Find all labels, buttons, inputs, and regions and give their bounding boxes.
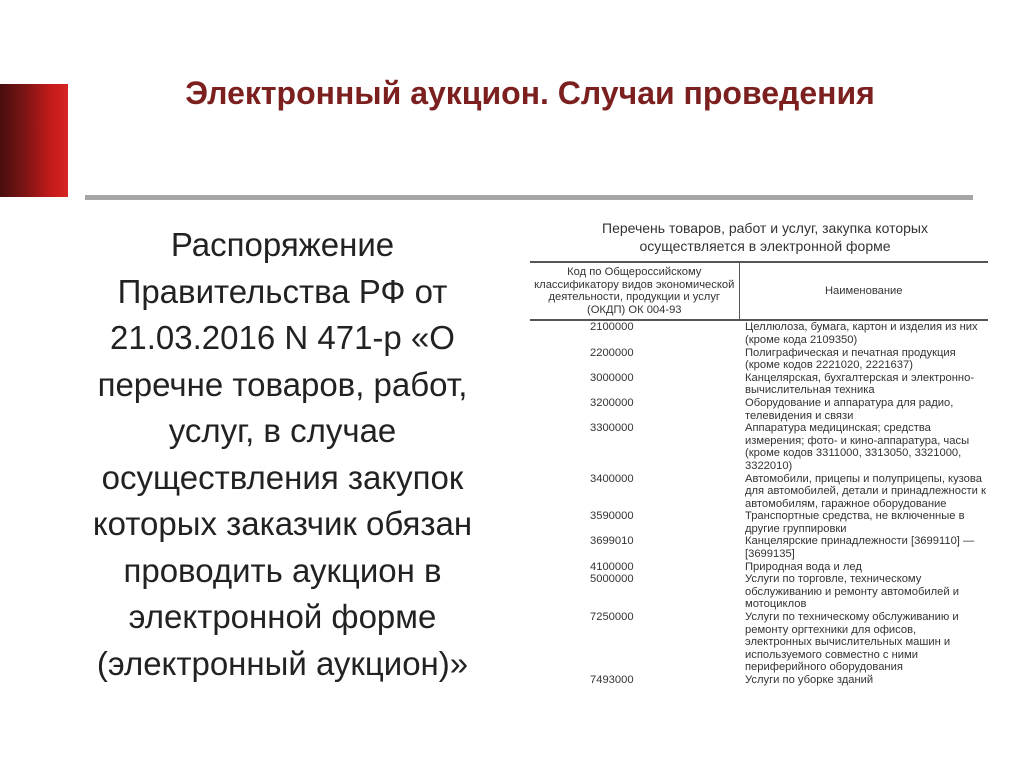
accent-block [0, 84, 68, 197]
goods-table [530, 261, 988, 687]
table-row [530, 561, 988, 574]
row-name: Автомобили, прицепы и полуприцепы, кузова для автомобилей, детали и принадлежности к автомобилям, гаражное оборудование [745, 472, 986, 510]
row-code: 2200000 [590, 346, 634, 359]
table-row [530, 372, 988, 397]
row-name: Оборудование и аппаратура для радио, телевидения и связи [745, 396, 954, 422]
row-code: 3590000 [590, 510, 634, 523]
slide-title: Электронный аукцион. Случаи проведения [185, 75, 875, 111]
row-code: 3400000 [590, 472, 634, 485]
row-name: Природная вода и лед [745, 560, 862, 573]
row-name: Услуги по уборке зданий [745, 674, 874, 686]
row-name: Целлюлоза, бумага, картон и изделия из них (кроме кода 2109350) [745, 321, 978, 346]
row-name: Аппаратура медицинская; средства измерения; фото- и кино-аппаратура, часы (кроме кодов 3311000, 3313050, 3321000, 3322010) [745, 422, 970, 472]
row-name: Канцелярские принадлежности [3699110] — [3699135] [745, 535, 975, 561]
table-row [530, 422, 988, 472]
column-header-name: Наименование [739, 262, 988, 320]
row-code: 4100000 [590, 560, 634, 573]
row-name: Услуги по торговле, техническому обслуживанию и ремонту автомобилей и мотоциклов [745, 573, 959, 611]
table-row [530, 674, 988, 687]
row-code: 3300000 [590, 422, 634, 435]
table-row [530, 320, 988, 346]
row-code: 3699010 [590, 535, 634, 548]
row-code: 5000000 [590, 573, 634, 586]
row-name: Услуги по техническому обслуживанию и ремонту оргтехники для офисов, электронных вычислительных машин и используемого совместно с ними периферийного оборудования [745, 611, 959, 674]
document-excerpt [530, 215, 1000, 755]
row-code: 7250000 [590, 611, 634, 624]
table-row [530, 573, 988, 611]
row-name: Канцелярская, бухгалтерская и электронно-вычислительная техника [745, 371, 975, 397]
table-row [530, 510, 988, 535]
row-code: 2100000 [590, 321, 634, 334]
row-name: Полиграфическая и печатная продукция (кроме кодов 2221020, 2221637) [745, 346, 956, 372]
row-code: 3200000 [590, 396, 634, 409]
document-heading: Перечень товаров, работ и услуг, закупка которых осуществляется в электронной форме [602, 220, 928, 254]
row-code: 3000000 [590, 371, 634, 384]
slide-body-text: Распоряжение Правительства РФ от 21.03.2016 N 471-р «О перечне товаров, работ, услуг, в случае осуществления закупок которых заказчик обязан проводить аукцион в электронной форме (электронный аукцион)» [92, 226, 473, 682]
table-row [530, 611, 988, 674]
title-divider [85, 195, 973, 200]
table-row [530, 535, 988, 560]
table-row [530, 473, 988, 511]
row-name: Транспортные средства, не включенные в другие группировки [745, 510, 965, 535]
column-header-code: Код по Общероссийскому классификатору видов экономической деятельности, продукции и услуг (ОКДП) ОК 004-93 [530, 262, 739, 320]
row-code: 7493000 [590, 674, 634, 686]
table-row [530, 397, 988, 422]
table-header-row [530, 262, 988, 320]
table-row [530, 347, 988, 372]
